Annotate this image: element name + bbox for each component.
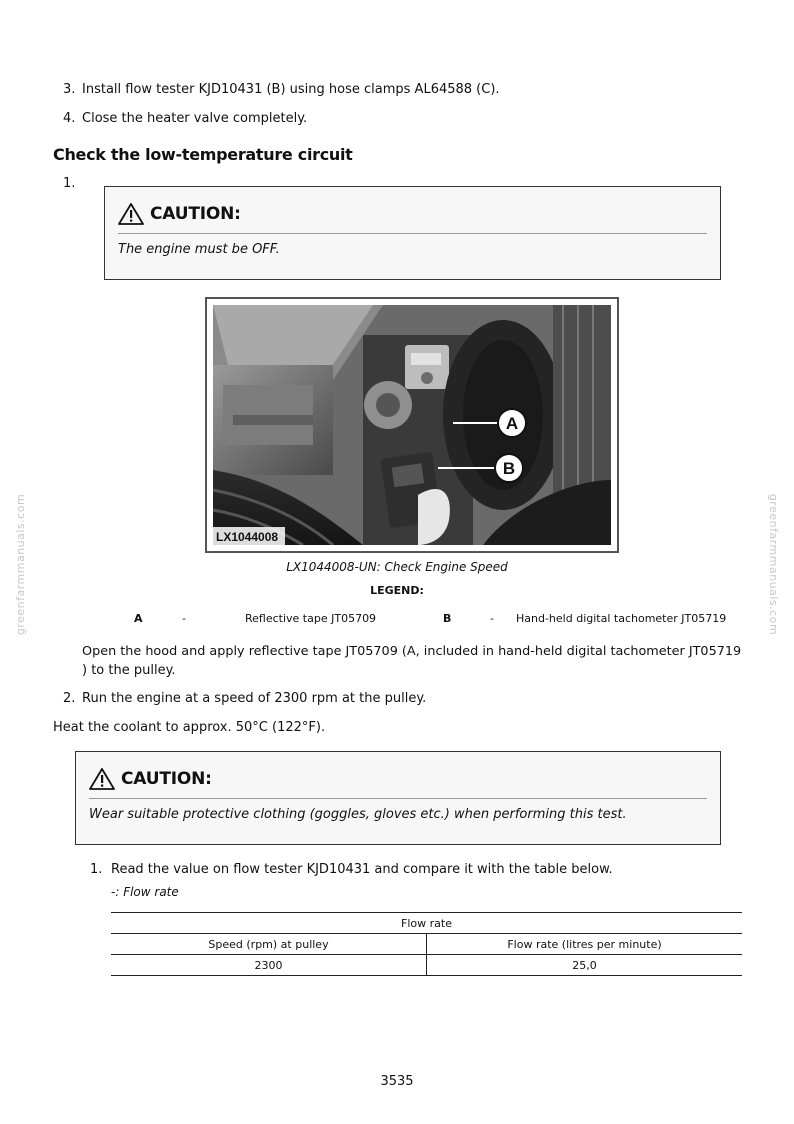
step-3-text: Install flow tester KJD10431 (B) using hose clamps AL64588 (C). (82, 82, 500, 97)
legend-key-b: B (443, 612, 452, 625)
figure-caption: LX1044008-UN: Check Engine Speed (286, 560, 508, 574)
image-code-label: LX1044008 (216, 530, 279, 544)
callout-a-label: A (505, 414, 519, 433)
watermark-left: greenfarmmanuals.com (14, 493, 28, 636)
read-step-number: 1. (90, 862, 103, 877)
step-4-text: Close the heater valve completely. (82, 111, 308, 126)
legend-dash-a: - (182, 612, 186, 625)
open-hood-line-1: Open the hood and apply reflective tape JT05709 (A, included in hand-held digital tachometer JT05719 (82, 644, 742, 659)
flow-rate-table (111, 912, 742, 976)
warning-triangle-icon (89, 767, 115, 791)
step-2-number: 2. (63, 691, 76, 706)
caution-header (89, 766, 212, 792)
caution-divider (89, 798, 707, 799)
legend-title: LEGEND: (370, 584, 424, 597)
caution-text: Wear suitable protective clothing (goggles, gloves etc.) when performing this test. (89, 807, 627, 822)
caution-title: CAUTION: (150, 204, 241, 224)
table-header-row (111, 934, 742, 955)
section-heading: Check the low-temperature circuit (53, 145, 353, 164)
caution-header (118, 201, 241, 227)
table-row (111, 955, 742, 976)
table-title: Flow rate (111, 913, 742, 934)
table-cell-flow: 25,0 (427, 955, 743, 976)
page-number: 3535 (380, 1074, 414, 1089)
heat-coolant-text: Heat the coolant to approx. 50°C (122°F). (53, 720, 326, 735)
engine-photo (213, 305, 611, 545)
step-3-number: 3. (63, 82, 76, 97)
caution-title: CAUTION: (121, 769, 212, 789)
table-caption: -: Flow rate (111, 885, 179, 899)
watermark-right: greenfarmmanuals.com (767, 493, 781, 636)
engine-photo-illustration (213, 305, 611, 545)
table-title-row (111, 913, 742, 934)
caution-box-engine-off (104, 186, 721, 280)
open-hood-line-2: ) to the pulley. (82, 663, 176, 678)
callout-b-label: B (502, 459, 516, 478)
figure-frame (205, 297, 619, 553)
table-header-speed: Speed (rpm) at pulley (111, 934, 427, 955)
legend-key-a: A (134, 612, 143, 625)
caution-text: The engine must be OFF. (118, 242, 280, 257)
table-cell-speed: 2300 (111, 955, 427, 976)
read-step-text: Read the value on flow tester KJD10431 and compare it with the table below. (111, 862, 613, 877)
legend-dash-b: - (490, 612, 494, 625)
warning-triangle-icon (118, 202, 144, 226)
step-4-number: 4. (63, 111, 76, 126)
legend-desc-a: Reflective tape JT05709 (245, 612, 377, 625)
legend-desc-b: Hand-held digital tachometer JT05719 (516, 612, 727, 625)
caution-divider (118, 233, 707, 234)
step-1-number: 1. (63, 176, 76, 191)
caution-box-protective-clothing (75, 751, 721, 845)
step-2-text: Run the engine at a speed of 2300 rpm at the pulley. (82, 691, 427, 706)
table-header-flow: Flow rate (litres per minute) (427, 934, 743, 955)
